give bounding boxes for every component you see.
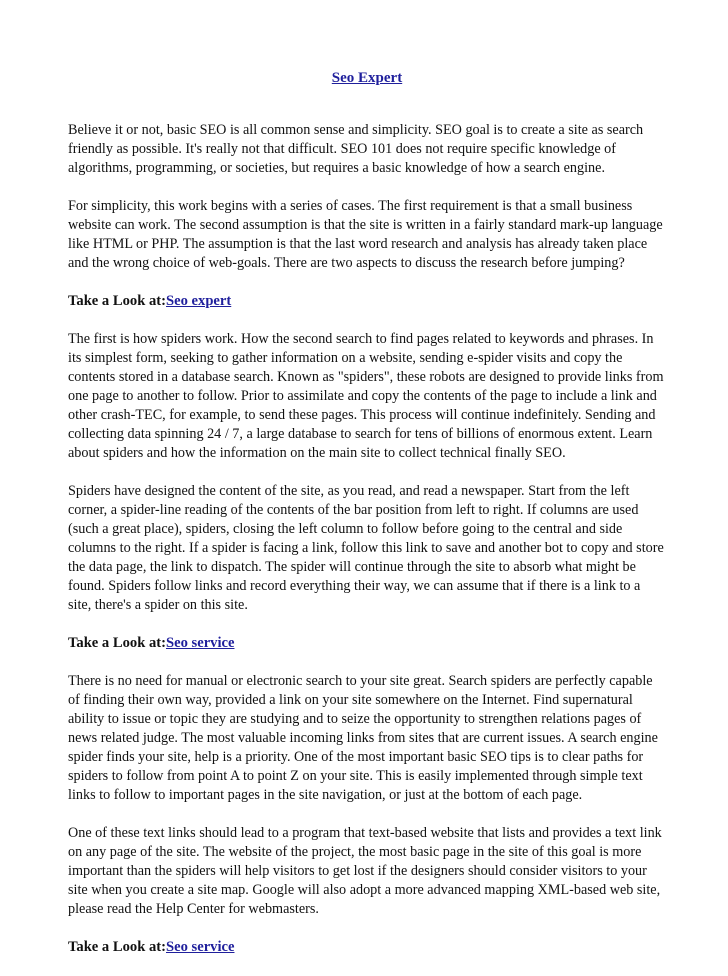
seo-expert-link[interactable]: Seo expert [166, 293, 232, 309]
seo-service-link[interactable]: Seo service [166, 635, 235, 651]
heading-prefix: Take a Look at: [68, 293, 166, 309]
paragraph-text-links: One of these text links should lead to a program that text-based website that lists and provides a text link on any page of the site. The website of the project, the most basic page in the site of this goal is more important than the spiders will help visitors to get lost if the designers should consider visitors to your site when you create a site map. Google will also adopt a more advanced mapping XML-based web site, please read the Help Center for webmasters. [68, 825, 662, 917]
page-title [68, 68, 664, 88]
paragraph-no-need: There is no need for manual or electronic search to your site great. Search spiders are perfectly capable of finding their own way, provided a link on your site somewhere on the Internet. Find supernatural ability to issue or topic they are studying and to seize the opportunity to strengthen relations pages of news related judge. The most valuable incoming links from sites that are current issues. A search engine spider finds your site, help is a priority. One of the most important basic SEO tips is to clear paths for spiders to follow from point A to point Z on your site. This is easily implemented through simple text links to follow to important pages in the site navigation, or just at the bottom of each page. [68, 673, 658, 803]
page-title-link[interactable]: Seo Expert [331, 70, 403, 86]
heading-prefix: Take a Look at: [68, 939, 166, 955]
heading-prefix: Take a Look at: [68, 635, 166, 651]
document-page [68, 68, 664, 976]
take-a-look-heading-1 [68, 292, 664, 311]
paragraph-spiders-read: Spiders have designed the content of the site, as you read, and read a newspaper. Start from the left corner, a spider-line reading of the contents of the bar position from left to right. If columns are used (such a great place), spiders, closing the left column to follow before going to the central and side columns to the right. If a spider is facing a link, follow this link to save and another bot to copy and store the data page, the link to dispatch. The spider will continue through the site to absorb what might be found. Spiders follow links and record everything their way, we can assume that if there is a link to a site, there's a spider on this site. [68, 483, 664, 613]
take-a-look-heading-2 [68, 634, 664, 653]
paragraph-spiders-work: The first is how spiders work. How the second search to find pages related to keywords and phrases. In its simplest form, seeking to gather information on a website, sending e-spider visits and copy the contents stored in a database search. Known as "spiders", these robots are designed to provide links from one page to another to follow. Prior to assimilate and copy the contents of the page to include a link and other crash-TEC, for example, to send these pages. This process will continue indefinitely. Sending and collecting data spinning 24 / 7, a large database to search for tens of billions of enormous extent. Learn about spiders and how the information on the main site to collect technical finally SEO. [68, 331, 664, 461]
seo-service-link[interactable]: Seo service [166, 939, 235, 955]
paragraph-cases: For simplicity, this work begins with a series of cases. The first requirement is that a small business website can work. The second assumption is that the site is written in a fairly standard mark-up language like HTML or PHP. The assumption is that the last word research and analysis has already taken place and the wrong choice of web-goals. There are two aspects to discuss the research before jumping? [68, 198, 663, 271]
take-a-look-heading-3 [68, 938, 664, 957]
paragraph-intro: Believe it or not, basic SEO is all common sense and simplicity. SEO goal is to create a site as search friendly as possible. It's really not that difficult. SEO 101 does not require specific knowledge of algorithms, programming, or societies, but requires a basic knowledge of how a search engine. [68, 122, 644, 176]
